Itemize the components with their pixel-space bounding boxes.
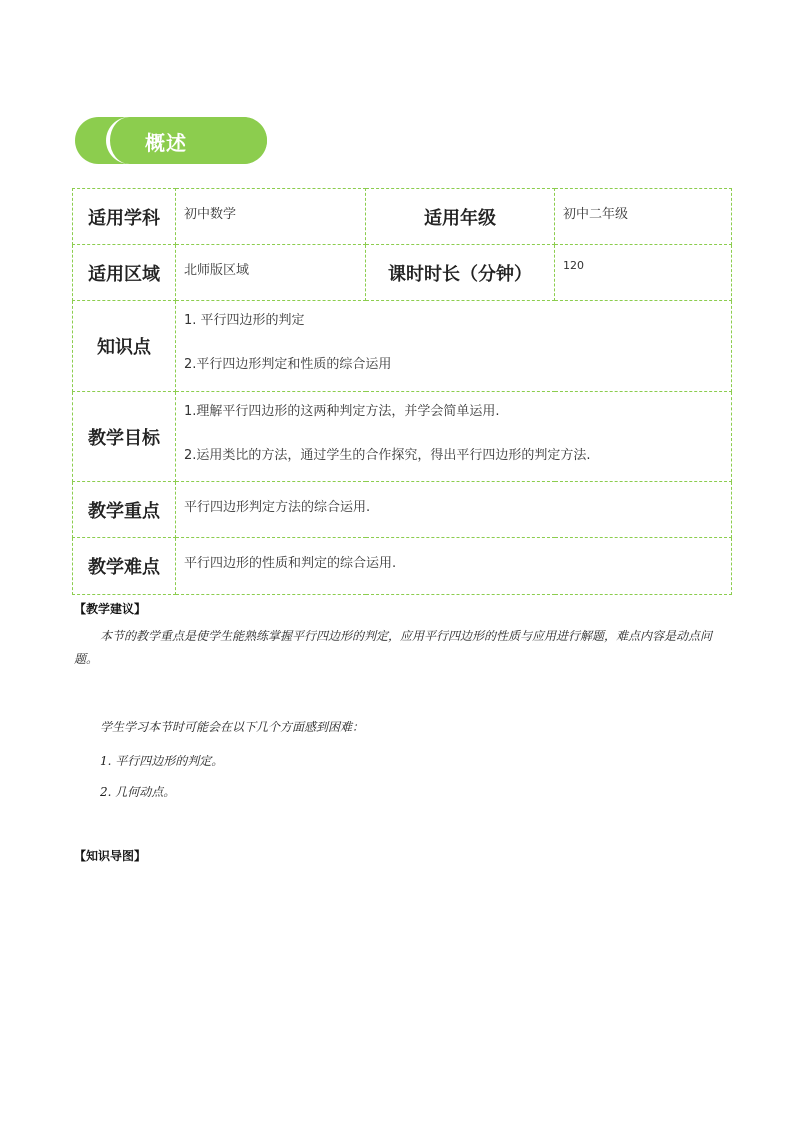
goal-item: 2.运用类比的方法，通过学生的合作探究，得出平行四边形的判定方法. <box>184 448 591 463</box>
duration-value: 120 <box>555 245 732 301</box>
table-row <box>73 482 732 538</box>
subject-label: 适用学科 <box>73 189 176 245</box>
goal-content <box>176 392 732 482</box>
region-label: 适用区域 <box>73 245 176 301</box>
knowledge-label: 知识点 <box>73 301 176 392</box>
focus-value: 平行四边形判定方法的综合运用. <box>176 482 732 538</box>
table-row <box>73 301 732 392</box>
duration-label: 课时时长（分钟） <box>366 245 555 301</box>
table-row <box>73 538 732 595</box>
grade-value: 初中二年级 <box>555 189 732 245</box>
goal-label: 教学目标 <box>73 392 176 482</box>
goal-item: 1.理解平行四边形的这两种判定方法，并学会简单运用. <box>184 404 500 419</box>
section-tab <box>75 117 267 164</box>
overview-table <box>72 188 732 595</box>
focus-label: 教学重点 <box>73 482 176 538</box>
advice-heading: 【教学建议】 <box>74 602 147 616</box>
table-row <box>73 189 732 245</box>
subject-value: 初中数学 <box>176 189 366 245</box>
knowledge-item: 2.平行四边形判定和性质的综合运用 <box>184 357 392 372</box>
knowledge-content <box>176 301 732 392</box>
knowledge-item: 1. 平行四边形的判定 <box>184 313 305 328</box>
difficulty-value: 平行四边形的性质和判定的综合运用. <box>176 538 732 595</box>
list-item: 2. 几何动点。 <box>100 785 176 799</box>
advice-intro: 学生学习本节时可能会在以下几个方面感到困难： <box>100 720 365 734</box>
section-title: 概述 <box>145 131 187 155</box>
advice-paragraph: 本节的教学重点是使学生能熟练掌握平行四边形的判定，应用平行四边形的性质与应用进行解题，难点内容是动点问题。 <box>74 629 713 666</box>
table-row <box>73 392 732 482</box>
table-row <box>73 245 732 301</box>
difficulty-label: 教学难点 <box>73 538 176 595</box>
region-value: 北师版区域 <box>176 245 366 301</box>
map-heading: 【知识导图】 <box>74 849 147 863</box>
grade-label: 适用年级 <box>366 189 555 245</box>
list-item: 1. 平行四边形的判定。 <box>100 754 224 768</box>
